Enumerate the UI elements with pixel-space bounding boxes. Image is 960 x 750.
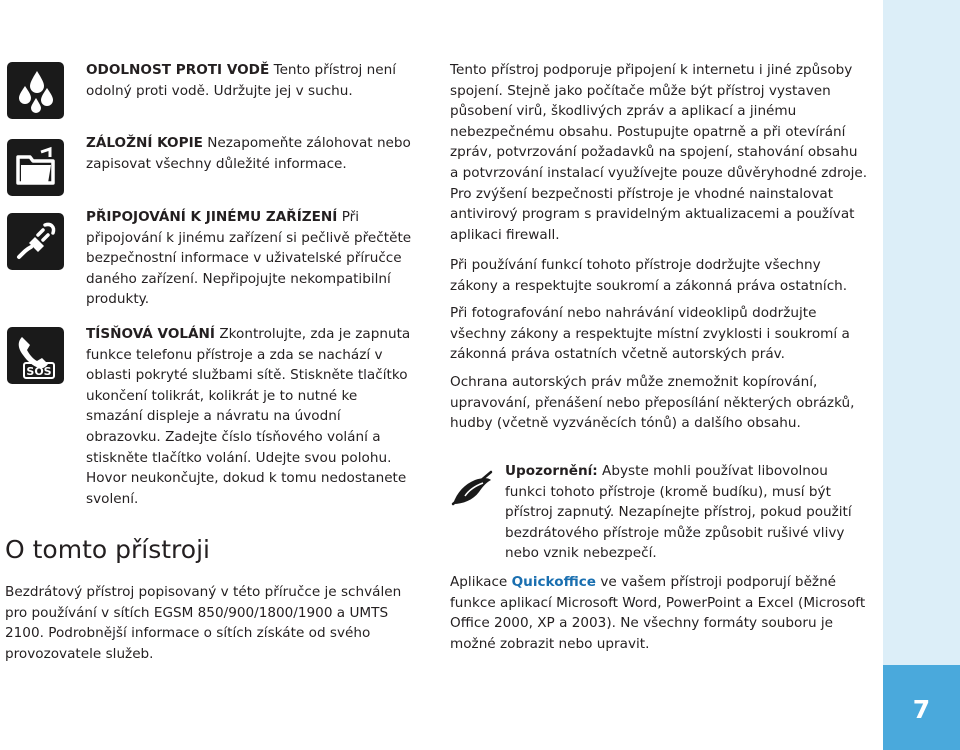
emergency-title: TÍSŇOVÁ VOLÁNÍ [86, 326, 215, 342]
page-tab [883, 0, 960, 750]
copyright-text: Ochrana autorských práv může znemožnit kopírování, upravování, přenášení nebo přeposílání některých obrázků, hudby (včetně vyzváněcích tónů) a dalšího obsahu. [450, 374, 855, 432]
water-resistance-text [86, 60, 411, 101]
connect-body: Při připojování k jinému zařízení si pečlivě přečtěte bezpečnostní informace v uživatelské příručce daného zařízení. Nepřipojujte nekompatibilní produkty. [86, 209, 412, 308]
connect-text [86, 207, 416, 310]
network-info-text: Bezdrátový přístroj popisovaný v této příručce je schválen pro používání v sítích EGSM 850/900/1800/1900 a UMTS 2100. Podrobnější informace o sítích získáte od svého provozovatele služeb. [5, 584, 402, 662]
warning-body: Abyste mohli používat libovolnou funkci tohoto přístroje (kromě budíku), musí být přístroj zapnutý. Nezapínejte přístroj, pokud použití bezdrátového přístroje může způsobit rušivé vlivy nebo vznik nebezpečí. [505, 463, 852, 562]
photo-laws-text: Při fotografování nebo nahrávání videoklipů dodržujte všechny zákony a respektujte místní zvyklosti i soukromí a zákonná práva ostatních včetně autorských práv. [450, 305, 850, 363]
water-resistance-body: Tento přístroj není odolný proti vodě. Udržujte jej v suchu. [86, 62, 396, 99]
quickoffice-intro: Aplikace [450, 574, 512, 590]
connect-title: PŘIPOJOVÁNÍ K JINÉMU ZAŘÍZENÍ [86, 209, 338, 225]
laws-text: Při používání funkcí tohoto přístroje dodržujte všechny zákony a respektujte soukromí a zákonná práva ostatních. [450, 257, 848, 294]
warning-hand-icon [447, 462, 497, 512]
folder-backup-icon [7, 139, 64, 196]
plug-connect-icon [7, 213, 64, 270]
sos-label: SOS [26, 365, 52, 378]
emergency-text [86, 324, 416, 509]
warning-text [505, 461, 870, 564]
water-resistance-title: ODOLNOST PROTI VODĚ [86, 62, 270, 78]
sos-phone-icon [7, 327, 64, 384]
backup-text [86, 133, 411, 174]
backup-body: Nezapomeňte zálohovat nebo zapisovat všechny důležité informace. [86, 135, 411, 172]
internet-security-text: Tento přístroj podporuje připojení k internetu i jiné způsoby spojení. Stejně jako počítače může být přístroj vystaven působení virů, škodlivých zpráv a aplikací a jinému nebezpečnému obsahu. Postupujte opatrně a při otevírání zpráv, potvrzování požadavků na spojení, stahování obsahu a potvrzování instalací využívejte pouze důvěryhodné zdroje. Pro zvýšení bezpečnosti přístroje je vhodné nainstalovat antivirový program s pravidelným aktualizacemi a používat aplikaci firewall. [450, 62, 868, 243]
warning-label: Upozornění: [505, 463, 598, 479]
emergency-body: Zkontrolujte, zda je zapnuta funkce telefonu přístroje a zda se nachází v oblasti pokryté službami sítě. Stiskněte tlačítko ukončení tolikrát, kolikrát je to nutné ke smazání displeje a návratu na úvodní obrazovku. Zadejte číslo tísňového volání a stiskněte tlačítko volání. Udejte svou polohu. Hovor neukončujte, dokud k tomu nedostanete svolení. [86, 326, 411, 507]
backup-title: ZÁLOŽNÍ KOPIE [86, 135, 203, 151]
page-number: 7 [912, 695, 931, 724]
section-heading: O tomto přístroji [5, 535, 210, 564]
quickoffice-body: ve vašem přístroji podporují běžné funkce aplikací Microsoft Word, PowerPoint a Excel (Microsoft Office 2000, XP a 2003). Ne všechny formáty souboru je možné zobrazit nebo upravit. [450, 574, 866, 652]
quickoffice-app-name: Quickoffice [511, 574, 597, 590]
water-drops-icon [7, 62, 64, 119]
quickoffice-text [450, 572, 870, 654]
page-number-box [883, 665, 960, 750]
